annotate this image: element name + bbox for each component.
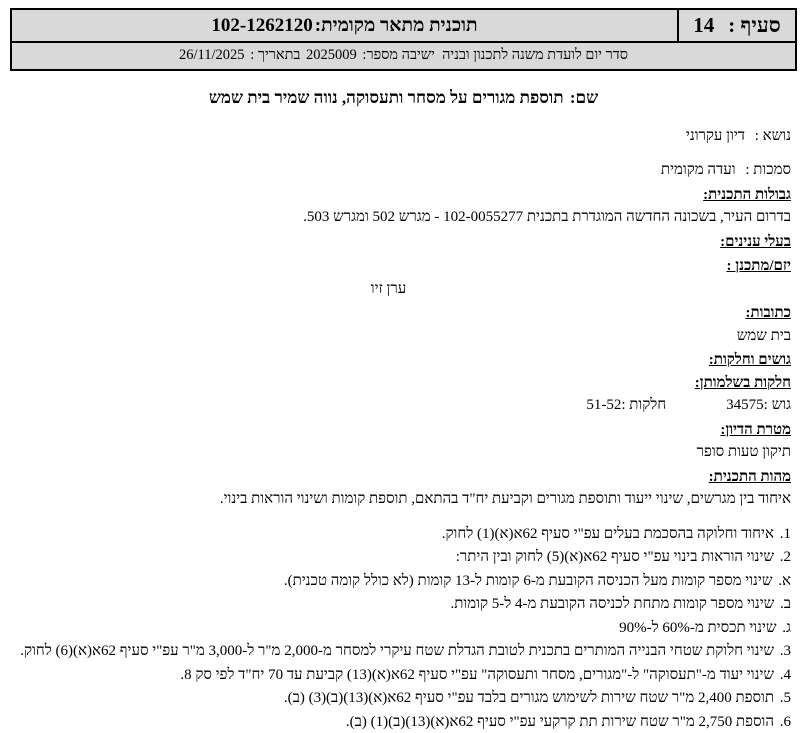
- authority-value: ועדה מקומית: [661, 162, 736, 178]
- item-text: שינוי יעוד מ-"תעסוקה" ל-"מגורים, מסחר ותעסוקה" עפ"י סעיף 62א(א)(13) קביעת עד 70 יח"ד לפי סק 8.: [180, 667, 774, 683]
- full-parcels-label: חלקות בשלמותן:: [16, 372, 791, 395]
- item-number: 2.: [780, 549, 791, 565]
- addresses-block: [16, 302, 791, 347]
- gush-helka-row: [16, 394, 791, 417]
- item-number: 5.: [780, 690, 791, 706]
- authority-row: [16, 159, 791, 182]
- essence-value: איחוד בין מגרשים, שינוי ייעוד ותוספת מגורים וקביעת יח"ד בהתאם, תוספת קומות ושינוי הוראות בינוי.: [16, 488, 791, 511]
- plan-name-value: תוספת מגורים על מסחר ותעסוקה, נווה שמיר בית שמש: [209, 88, 564, 107]
- list-item: [16, 687, 791, 710]
- essence-block: [16, 466, 791, 511]
- plan-title-line: [16, 85, 791, 111]
- item-number: 4.: [780, 667, 791, 683]
- list-item: [16, 546, 791, 569]
- subject-row: [16, 125, 791, 148]
- plan-name-label: שם:: [570, 88, 598, 107]
- provisions-list: [16, 523, 791, 733]
- addresses-value: בית שמש: [16, 325, 791, 348]
- list-item: [16, 664, 791, 687]
- item-text: הוספת 2,750 מ"ר שטח שירות תת קרקעי עפ"י סעיף 62א(א)(13)(ב)(1) (ב).: [346, 714, 774, 730]
- list-item: [16, 711, 791, 733]
- item-number: 3.: [780, 643, 791, 659]
- planner-block: [16, 255, 791, 300]
- subject-value: דיון עקרוני: [686, 128, 745, 144]
- blocks-label: גושים וחלקות:: [16, 349, 791, 372]
- gush-label: גוש :: [764, 394, 791, 417]
- item-number: ג.: [782, 620, 791, 636]
- document-header: [10, 8, 797, 43]
- list-item: [16, 640, 791, 663]
- plan-label: תוכנית מתאר מקומית:: [315, 15, 478, 37]
- list-item: [16, 617, 791, 640]
- section-cell: [677, 10, 795, 41]
- helkot-group: [586, 394, 666, 417]
- subject-label: נושא :: [755, 128, 791, 144]
- plan-number: 102-1262120: [211, 15, 312, 37]
- planner-value: ערן זיו: [16, 278, 791, 301]
- item-number: ב.: [780, 596, 791, 612]
- item-text: איחוד וחלוקה בהסכמת בעלים עפ"י סעיף 62א(א)(1) לחוק.: [442, 526, 774, 542]
- section-number: 14: [693, 13, 714, 38]
- agenda-prefix: סדר יום לועדת משנה לתכנון ובניה ישיבה מספר:: [362, 47, 628, 63]
- item-text: שינוי תכסית מ-60% ל-90%: [619, 620, 776, 636]
- list-item: [16, 523, 791, 546]
- gush-value: 34575: [726, 394, 764, 417]
- plan-cell: [12, 10, 677, 41]
- document-body: [10, 71, 797, 733]
- item-number: א.: [778, 573, 791, 589]
- helkot-label: חלקות :: [621, 394, 666, 417]
- item-number: 6.: [780, 714, 791, 730]
- essence-label: מהות התכנית:: [16, 466, 791, 489]
- stakeholders-label: בעלי ענינים:: [16, 231, 791, 254]
- authority-label: סמכות :: [745, 162, 791, 178]
- addresses-label: כתובות:: [16, 302, 791, 325]
- purpose-block: [16, 419, 791, 464]
- planner-label: יזם/מתכנן :: [16, 255, 791, 278]
- list-item: [16, 593, 791, 616]
- item-text: שינוי חלוקת שטחי הבנייה המותרים בתכנית לטובת הגדלת שטח עיקרי למסחר מ-2,000 מ"ר ל-3,000 מ"ר עפ"י סעיף 62א(א)(6) לחוק.: [20, 643, 774, 659]
- blocks-parcels-block: [16, 349, 791, 417]
- item-text: תוספת 2,400 מ"ר שטח שירות לשימוש מגורים בלבד עפ"י סעיף 62א(א)(13)(ב)(3) (ב).: [284, 690, 774, 706]
- section-label: סעיף :: [728, 13, 780, 38]
- boundaries-block: [16, 184, 791, 229]
- boundaries-value: בדרום העיר, בשכונה החדשה המוגדרת בתכנית 102-0055277 - מגרש 502 ומגרש 503.: [16, 206, 791, 229]
- gush-group: [726, 394, 791, 417]
- date-label: בתאריך :: [250, 47, 300, 63]
- boundaries-label: גבולות התכנית:: [16, 184, 791, 207]
- item-text: שינוי הוראות בינוי עפ"י סעיף 62א(א)(5) לחוק ובין היתר:: [456, 549, 774, 565]
- item-text: שינוי מספר קומות מעל הכניסה הקובעת מ-6 קומות ל-13 קומות (לא כולל קומה טכנית).: [284, 573, 773, 589]
- stakeholders-block: [16, 231, 791, 254]
- helkot-value: 51-52: [586, 394, 621, 417]
- purpose-value: תיקון טעות סופר: [16, 441, 791, 464]
- list-item: [16, 570, 791, 593]
- date-value: 26/11/2025: [179, 47, 245, 63]
- session-number: 2025009: [306, 47, 357, 63]
- agenda-subheader: [10, 43, 797, 71]
- item-text: שינוי מספר קומות מתחת לכניסה הקובעת מ-4 ל-5 קומות.: [451, 596, 775, 612]
- item-number: 1.: [780, 526, 791, 542]
- purpose-label: מטרת הדיון:: [16, 419, 791, 442]
